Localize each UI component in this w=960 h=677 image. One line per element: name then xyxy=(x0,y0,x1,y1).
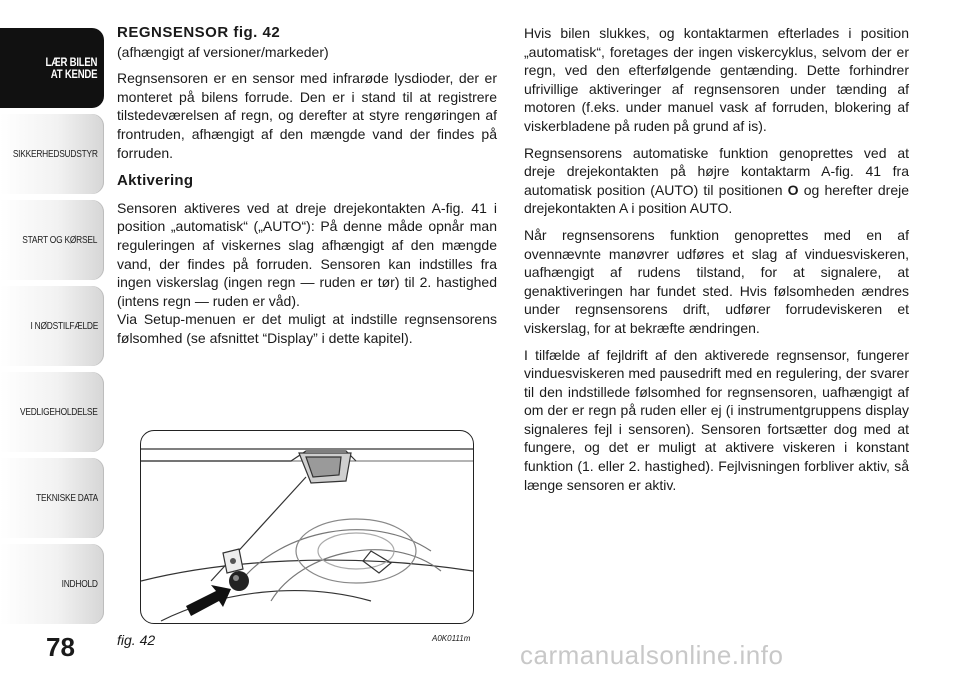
tab-label: SIKKERHEDSUDSTYR xyxy=(12,148,98,160)
subsection-heading: Aktivering xyxy=(117,172,194,190)
tab-label: VEDLIGEHOLDELSE xyxy=(19,406,98,418)
setup-paragraph: Via Setup-menuen er det muligt at indstille regnsensorens følsomhed (se afsnittet “Display” i dette kapitel). xyxy=(117,311,497,346)
section-title: REGNSENSOR fig. 42 xyxy=(117,24,281,41)
section-subtitle: (afhængigt af versioner/markeder) xyxy=(117,43,329,60)
figure-code: A0K0111m xyxy=(432,634,471,643)
tab-i-nodstilfaelde[interactable] xyxy=(0,286,104,366)
paragraph-restore xyxy=(524,144,909,218)
position-o-symbol: O xyxy=(787,181,799,198)
restore-text-b: og herefter dreje drejekontakten A i position AUTO. xyxy=(524,181,910,217)
rain-sensor-illustration xyxy=(140,430,474,624)
restore-text-a: Regnsensorens automatiske funktion genoprettes ved at dreje drejekontakten på højre kontaktarm A-fig. 41 fra automatisk position (AUTO) til positionen xyxy=(524,144,909,198)
tab-label: TEKNISKE DATA xyxy=(35,492,98,504)
tab-label: LÆR BILEN AT KENDE xyxy=(45,55,98,81)
windshield-drawing xyxy=(141,431,473,623)
tab-indhold[interactable] xyxy=(0,544,104,624)
tab-laer-bilen-at-kende[interactable] xyxy=(0,28,104,108)
figure-caption: fig. 42 xyxy=(117,632,156,648)
tab-label: I NØDSTILFÆLDE xyxy=(30,320,98,332)
watermark: carmanualsonline.info xyxy=(520,640,784,670)
tab-label: INDHOLD xyxy=(61,578,98,590)
paragraph-reactivation: Når regnsensorens funktion genoprettes med en af ovennævnte manøvrer udføres et slag af vinduesviskeren, uafhængigt af rudens tilstand, for at signalere, at genaktiveringen har fundet sted. Hvis følsomheden ændres under regnsensorens drift, udfører forrudeviskeren et viskerslag, for at bekræfte ændringen. xyxy=(524,226,909,336)
paragraph-fault: I tilfælde af fejldrift af den aktiverede regnsensor, fungerer vinduesviskeren med pausedrift med en regulering, der svarer til den indstillede følsomhed for regnsensoren, uafhængigt af om der er regn på ruden eller ej (i instrumentgruppens display signaleres fejl i sensoren). Sensoren fortsætter dog med at fungere, og det er muligt at aktivere viskeren i konstant funktion (1. eller 2. hastighed). Fejlvisningen forbliver aktiv, så længe sensoren er aktiv. xyxy=(524,346,909,493)
tab-vedligeholdelse[interactable] xyxy=(0,372,104,452)
page-number: 78 xyxy=(46,632,75,662)
activation-paragraph: Sensoren aktiveres ved at dreje drejekontakten A-fig. 41 i position „automatisk“ („AUTO“): På denne måde opnår man reguleringen af viskernes slag afhængigt af den mængde vand, der findes på forruden. Sensoren kan indstilles fra ingen viskerslag (ingen regn — ruden er tør) til 2. hastighed (intens regn — ruden er våd). xyxy=(117,199,497,309)
paragraph-restart: Hvis bilen slukkes, og kontaktarmen efterlades i position „automatisk“, foretages der ingen viskercyklus, selvom der er regn, ved den efterfølgende gentænding. Dette forhindrer ufrivillige aktiveringer af regnsensoren under tænding af motoren (f.eks. under manuel vask af forruden, blokering af viskerbladene på ruden på grund af is). xyxy=(524,25,909,134)
tab-sikkerhedsudstyr[interactable] xyxy=(0,114,104,194)
left-column xyxy=(117,24,497,356)
chapter-sidebar xyxy=(0,28,104,630)
tab-tekniske-data[interactable] xyxy=(0,458,104,538)
tab-label: START OG KØRSEL xyxy=(22,234,98,246)
tab-start-og-korsel[interactable] xyxy=(0,200,104,280)
intro-paragraph: Regnsensoren er en sensor med infrarøde lysdioder, der er monteret på bilens forrude. Den er i stand til at registrere tilstedeværelsen af regn, og derefter at styre rengøringen af frontruden, afhængigt af den mængde vand der findes på forruden. xyxy=(117,70,497,161)
right-column xyxy=(524,24,909,502)
